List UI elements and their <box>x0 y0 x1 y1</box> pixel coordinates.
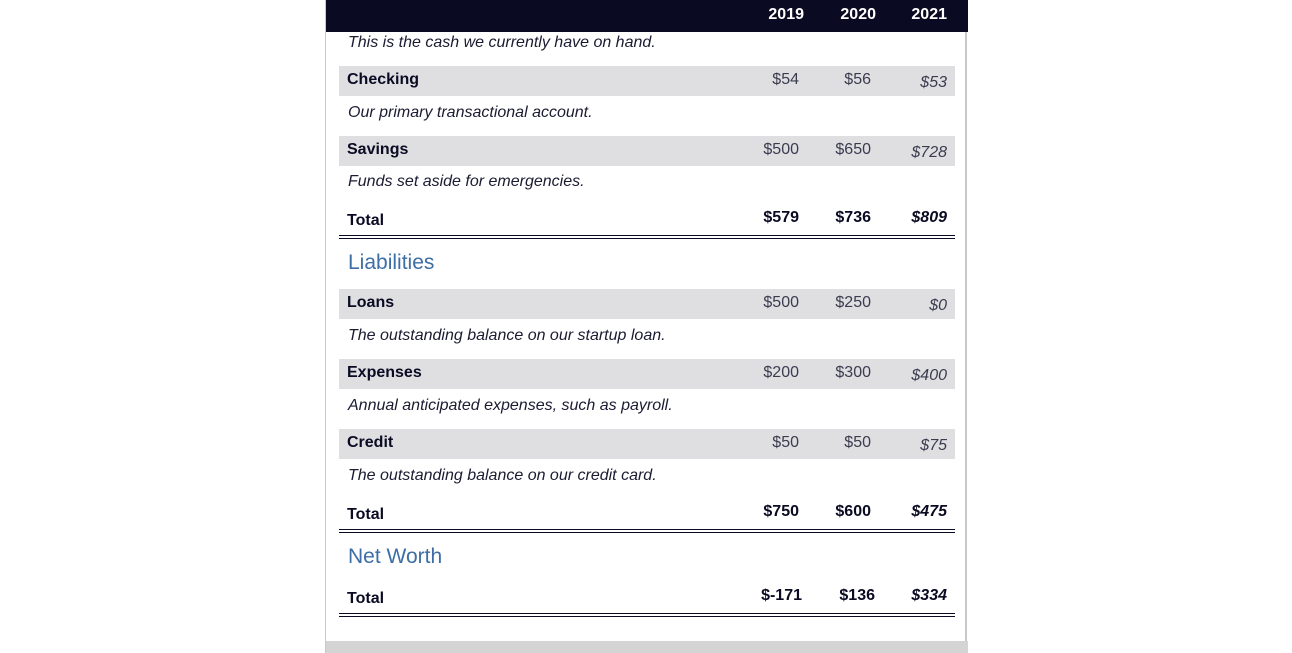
value-2021: $0 <box>929 297 947 314</box>
value-2021: $728 <box>911 144 947 161</box>
value-2019: $200 <box>763 364 799 381</box>
double-rule <box>339 613 955 617</box>
total-label: Total <box>347 506 385 523</box>
row-label: Credit <box>347 434 394 451</box>
row-description: Funds set aside for emergencies. <box>348 173 585 190</box>
value-2019: $500 <box>763 294 799 311</box>
year-2021-heading: 2021 <box>911 6 947 23</box>
year-2020-heading: 2020 <box>840 6 876 23</box>
value-2021: $400 <box>911 367 947 384</box>
total-2020: $136 <box>839 587 875 604</box>
value-2019: $54 <box>772 71 799 88</box>
table-row <box>339 359 955 389</box>
row-label: Loans <box>347 294 395 311</box>
balance-sheet <box>325 0 967 653</box>
value-2021: $75 <box>920 437 947 454</box>
value-2020: $50 <box>844 434 871 451</box>
total-2021: $334 <box>911 587 947 604</box>
liabilities-heading: Liabilities <box>348 251 435 274</box>
total-2021: $475 <box>911 503 947 520</box>
row-description: The outstanding balance on our startup loan. <box>348 327 666 344</box>
double-rule <box>339 529 955 533</box>
value-2021: $53 <box>920 74 947 91</box>
assets-total-row <box>339 205 955 235</box>
assets-description: This is the cash we currently have on hand. <box>348 34 656 51</box>
liabilities-total-row <box>339 499 955 529</box>
total-label: Total <box>347 212 385 229</box>
value-2020: $56 <box>844 71 871 88</box>
row-label: Savings <box>347 141 409 158</box>
value-2020: $300 <box>835 364 871 381</box>
year-2019-heading: 2019 <box>768 6 804 23</box>
value-2019: $50 <box>772 434 799 451</box>
value-2020: $650 <box>835 141 871 158</box>
table-row <box>339 289 955 319</box>
row-label: Checking <box>347 71 420 88</box>
net-worth-heading: Net Worth <box>348 545 443 568</box>
horizontal-scrollbar[interactable] <box>326 641 968 653</box>
row-label: Expenses <box>347 364 422 381</box>
table-row <box>339 66 955 96</box>
value-2020: $250 <box>835 294 871 311</box>
total-label: Total <box>347 590 385 607</box>
row-description: Our primary transactional account. <box>348 104 593 121</box>
year-header <box>326 0 968 32</box>
table-row <box>339 429 955 459</box>
total-2021: $809 <box>911 209 947 226</box>
total-2020: $736 <box>835 209 871 226</box>
total-2019: $750 <box>763 503 799 520</box>
total-2020: $600 <box>835 503 871 520</box>
total-2019: $579 <box>763 209 799 226</box>
double-rule <box>339 235 955 239</box>
table-row <box>339 136 955 166</box>
total-2019: $-171 <box>761 587 802 604</box>
row-description: The outstanding balance on our credit card. <box>348 467 657 484</box>
value-2019: $500 <box>763 141 799 158</box>
row-description: Annual anticipated expenses, such as payroll. <box>348 397 673 414</box>
net-worth-total-row <box>339 583 955 613</box>
